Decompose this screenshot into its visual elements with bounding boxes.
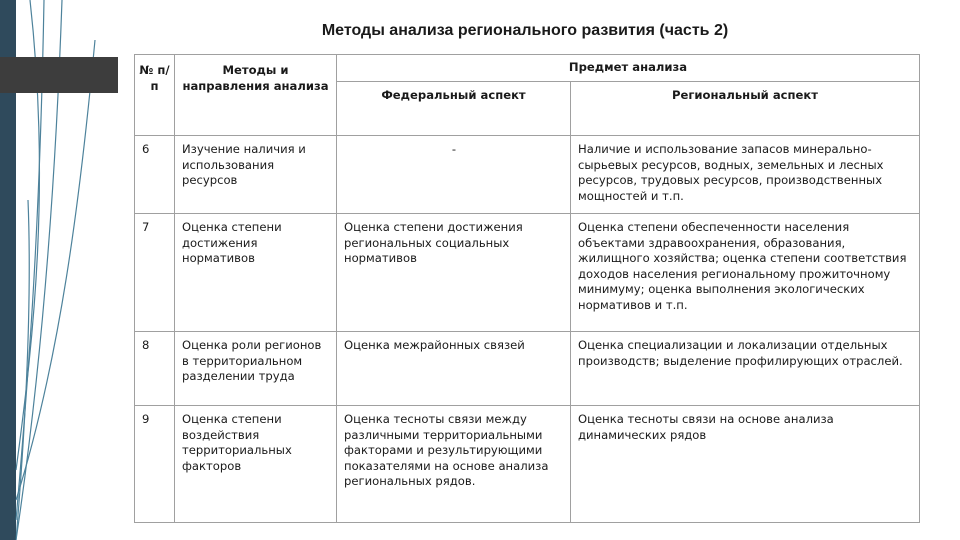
methods-table bbox=[134, 54, 920, 523]
header-subject: Предмет анализа bbox=[337, 55, 920, 82]
regional-cell: Оценка специализации и локализации отдельных производств; выделение профилирующих отраслей. bbox=[571, 332, 920, 406]
table-row bbox=[135, 332, 920, 406]
header-regional: Региональный аспект bbox=[571, 82, 920, 136]
method-cell: Оценка роли регионов в территориальном разделении труда bbox=[175, 332, 337, 406]
federal-cell: Оценка тесноты связи между различными территориальными факторами и результирующими показателями на основе анализа региональных рядов. bbox=[337, 406, 571, 523]
method-cell: Оценка степени достижения нормативов bbox=[175, 214, 337, 332]
row-number: 8 bbox=[135, 332, 175, 406]
regional-cell: Наличие и использование запасов минерально-сырьевых ресурсов, водных, земельных и лесных ресурсов, трудовых ресурсов, производственных мощностей и т.п. bbox=[571, 136, 920, 214]
table-row bbox=[135, 214, 920, 332]
row-number: 7 bbox=[135, 214, 175, 332]
table-header-row bbox=[135, 55, 920, 82]
federal-cell: Оценка степени достижения региональных социальных нормативов bbox=[337, 214, 571, 332]
table-row bbox=[135, 136, 920, 214]
page-title: Методы анализа регионального развития (часть 2) bbox=[321, 22, 729, 39]
regional-cell: Оценка степени обеспеченности населения объектами здравоохранения, образования, жилищного хозяйства; оценка степени соответствия доходов населения региональному прожиточному минимуму; оценка выполнения экологических нормативов и т.п. bbox=[571, 214, 920, 332]
row-number: 9 bbox=[135, 406, 175, 523]
federal-cell: Оценка межрайонных связей bbox=[337, 332, 571, 406]
header-methods: Методы и направления анализа bbox=[175, 55, 337, 136]
header-tab-marker bbox=[0, 57, 118, 93]
table-row bbox=[135, 406, 920, 523]
header-num: № п/п bbox=[135, 55, 175, 136]
header-federal: Федеральный аспект bbox=[337, 82, 571, 136]
row-number: 6 bbox=[135, 136, 175, 214]
method-cell: Оценка степени воздействия территориальных факторов bbox=[175, 406, 337, 523]
regional-cell: Оценка тесноты связи на основе анализа динамических рядов bbox=[571, 406, 920, 523]
federal-cell: - bbox=[337, 136, 571, 214]
method-cell: Изучение наличия и использования ресурсов bbox=[175, 136, 337, 214]
